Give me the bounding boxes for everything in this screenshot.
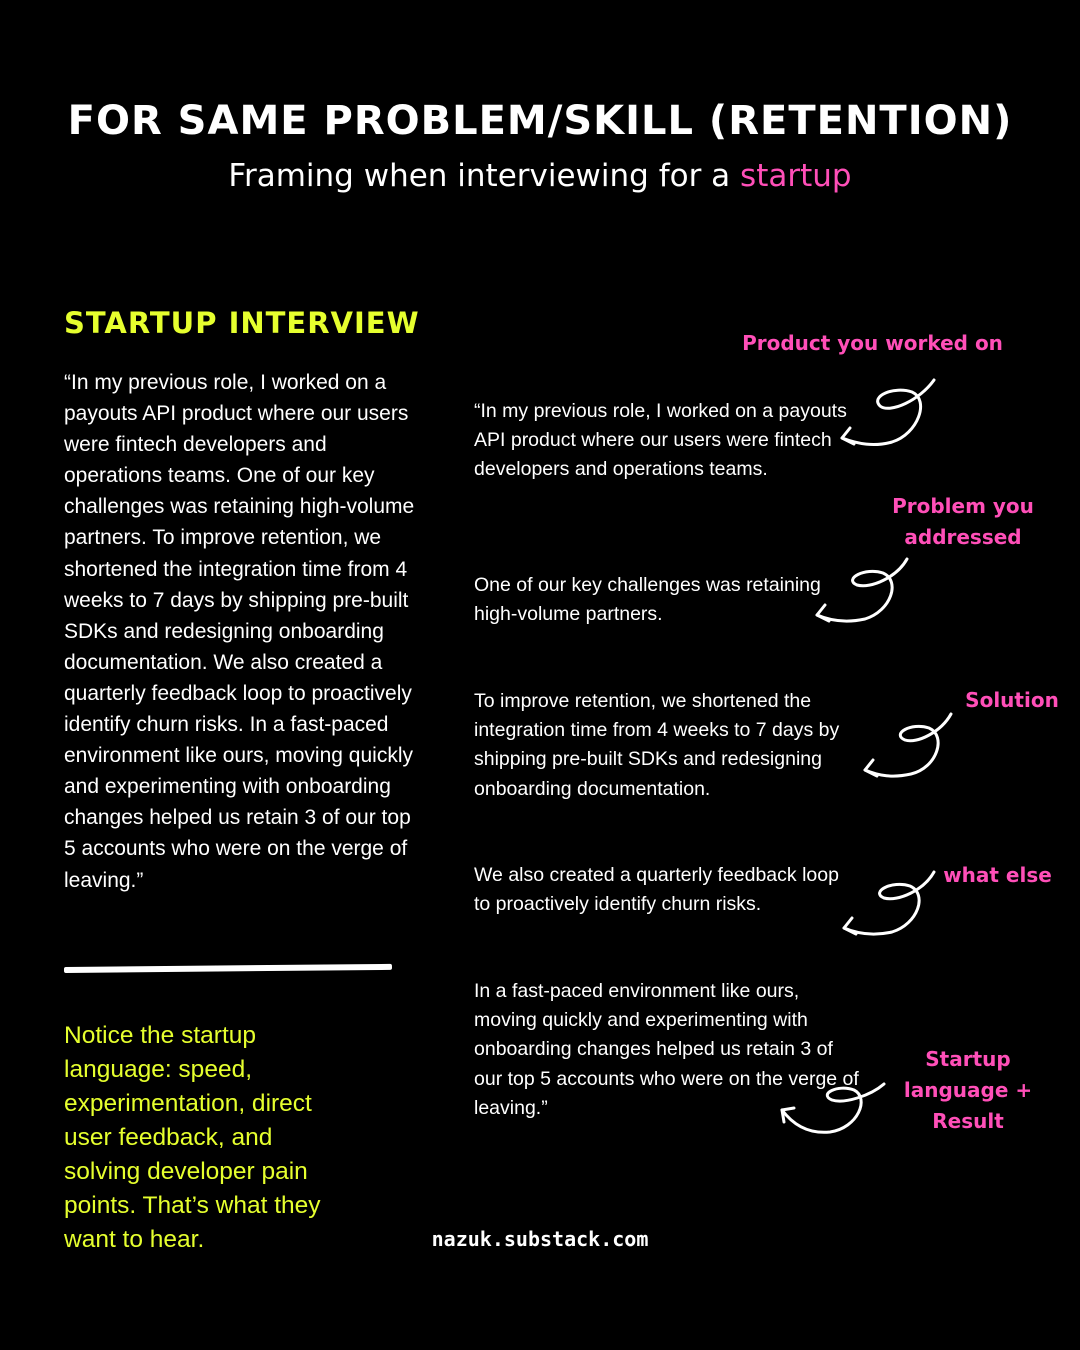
curly-arrow-icon xyxy=(830,372,940,452)
page-title: FOR SAME PROBLEM/SKILL (RETENTION) xyxy=(67,98,1013,144)
curly-arrow-icon xyxy=(832,868,942,943)
note-problem: Problem you addressed xyxy=(892,494,1034,549)
subtitle-accent: startup xyxy=(740,158,852,194)
curly-arrow-icon xyxy=(805,555,915,630)
note-product: Product you worked on xyxy=(742,331,1003,355)
curly-arrow-icon xyxy=(855,710,960,785)
notice-text: Notice the startup language: speed, experimentation, direct user feedback, and solving developer pain points. That’s what they want to hear. xyxy=(64,1022,321,1253)
segment-result: In a fast-paced environment like ours, moving quickly and experimenting with onboarding changes helped us retain 3 of our top 5 accounts who were on the verge of leaving.” xyxy=(474,980,859,1119)
section-heading: STARTUP INTERVIEW xyxy=(64,306,420,340)
segment-solution: To improve retention, we shortened the integration time from 4 weeks to 7 days by shipping pre-built SDKs and redesigning onboarding documentation. xyxy=(474,690,840,800)
full-answer-quote: “In my previous role, I worked on a payouts API product where our users were fintech developers and operations teams. One of our key challenges was retaining high-volume partners. To improve retention, we shortened the integration time from 4 weeks to 7 days by shipping pre-built SDKs and redesigning onboarding documentation. We also created a quarterly feedback loop to proactively identify churn risks. In a fast-paced environment like ours, moving quickly and experimenting with onboarding changes helped us retain 3 of our top 5 accounts who were on the verge of leaving.” xyxy=(64,371,415,892)
subtitle-prefix: Framing when interviewing for a xyxy=(228,158,731,194)
segment-product: “In my previous role, I worked on a payouts API product where our users were fintech developers and operations teams. xyxy=(474,400,847,481)
note-solution: Solution xyxy=(965,688,1059,712)
segment-what-else: We also created a quarterly feedback loop to proactively identify churn risks. xyxy=(474,864,839,916)
note-what-else: what else xyxy=(943,863,1052,887)
note-result: Startup language + Result xyxy=(903,1047,1033,1133)
segment-problem: One of our key challenges was retaining high-volume partners. xyxy=(474,574,821,626)
footer-url: nazuk.substack.com xyxy=(431,1227,649,1251)
curly-arrow-icon xyxy=(772,1072,892,1142)
divider-line xyxy=(64,964,392,973)
page-subtitle xyxy=(0,158,1080,194)
